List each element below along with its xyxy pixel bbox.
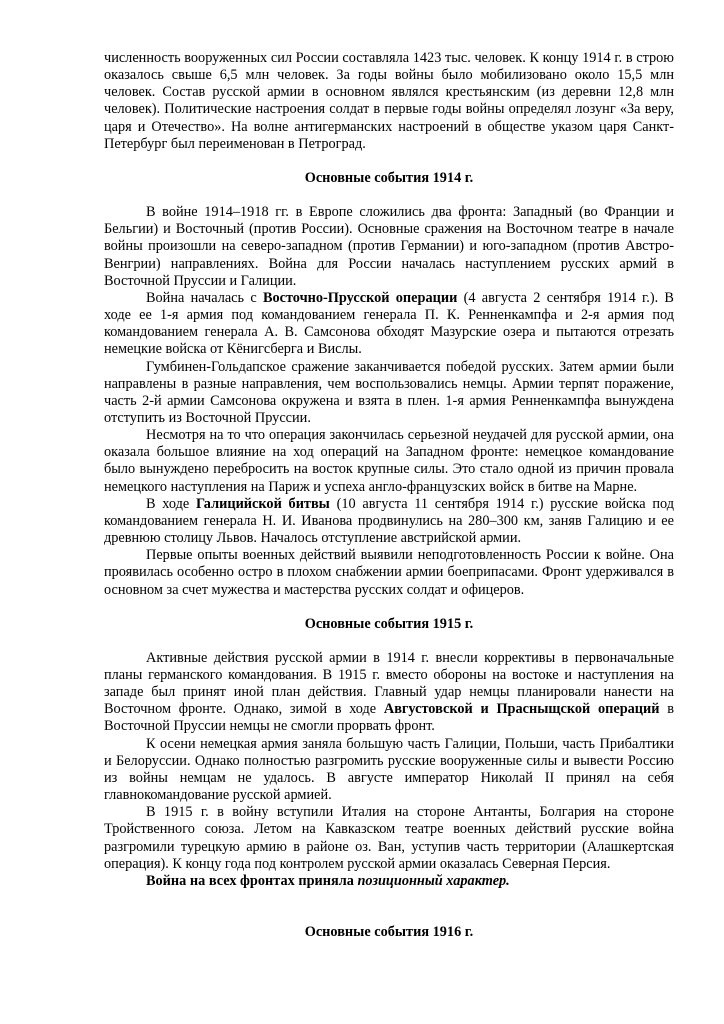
text-span: (4 августа 2 сентября 1914 г.). В ходе ее 1-я армия под командованием генерала П. К. Ренненкампфа и 2-я армия под командованием генерала А. В. Самсонова обходят Мазурские озера и пытаются отрезать немецкие войска от Кёнигсберга и Вислы. (104, 289, 674, 358)
intro-paragraph: численность вооруженных сил России составляла 1423 тыс. человек. К концу 1914 г. в строю оказалось свыше 6,5 млн человек. За годы войны было мобилизовано около 15,5 млн человек. Состав русской армии в основном являлся крестьянским (из деревни 12,8 млн человек). Политические настроения солдат в первые годы войны определял лозунг «За веру, царя и Отечество». На волне антигерманских настроений в обществе указом царя Санкт-Петербург был переименован в Петроград. (104, 50, 674, 152)
paragraph-1914-gumbinnen: Гумбинен-Гольдапское сражение заканчивается победой русских. Затем армии были направлены в разные направления, чем воспользовались немцы. Армии терпят поражение, часть 2-й армии Самсонова окружена и взята в плен. 1-я армия Ренненкампфа вынуждена отступить из Восточной Пруссии. (104, 358, 674, 426)
term-positional-character: позиционный характер. (357, 872, 510, 889)
heading-1914: Основные события 1914 г. (304, 169, 474, 186)
term-east-prussian-operation: Восточно-Прусской операции (262, 289, 458, 306)
positional-war-statement: Война на всех фронтах приняла (146, 872, 358, 889)
text-span: в Восточной Пруссии немцы не смогли прорвать фронт. (104, 701, 674, 735)
text-span: Война началась с (146, 289, 263, 306)
term-augustow-operations: Августовской и Прасныщской операций (383, 701, 660, 718)
paragraph-1915-allies: В 1915 г. в войну вступили Италия на стороне Антанты, Болгария на стороне Тройственного союза. Летом на Кавказском театре военных действий русские война разгромили турецкую армию в районе оз. Ван, уступив часть территории (Алашкертская операция). К концу года под контролем русской армии оказалась Северная Персия. (104, 804, 674, 872)
paragraph-1914-fronts: В войне 1914–1918 гг. в Европе сложились два фронта: Западный (во Франции и Бельгии) и Восточный (против России). Основные сражения на Восточном театре в начале войны произошли на северо-западном (против Германии) и юго-западном (против Австро-Венгрии) направлениях. Война для России началась наступлением русских армий в Восточной Пруссии и Галиции. (104, 204, 674, 289)
paragraph-1915-retreat: К осени немецкая армия заняла большую часть Галиции, Польши, часть Прибалтики и Белоруссии. Однако полностью разгромить русские вооруженные силы и вывести Россию из войны немцам не удалось. В августе император Николай II принял на себя главнокомандование русской армией. (104, 735, 674, 804)
paragraph-1914-unpreparedness: Первые опыты военных действий выявили неподготовленность России к войне. Она проявилась особенно остро в плохом снабжении армии боеприпасами. Фронт удерживался в основном за счет мужества и мастерства русских солдат и офицеров. (104, 547, 674, 598)
text-span: Активные действия русской армии в 1914 г. внесли коррективы в первоначальные планы германского командования. В 1915 г. вместо обороны на востоке и наступления на западе был принят иной план действия. Главный удар немцы планировали нанести на Восточном фронте. Однако, зимой в ходе (104, 649, 674, 718)
paragraph-1914-marne: Несмотря на то что операция закончилась серьезной неудачей для русской армии, она оказала большое влияние на ход операций на Западном фронте: немецкое командование было вынуждено перебросить на восток крупные силы. Это стало одной из причин провала немецкого наступления на Париж и успеха англо-французских войск в битве на Марне. (104, 427, 674, 495)
text-span: (10 августа 11 сентября 1914 г.) русские войска под командованием генерала Н. И. Иванова продвинулись на 280–300 км, заняв Галицию и ее древнюю столицу Львов. Началось отступление австрийской армии. (104, 495, 675, 547)
paragraph-1914-galicia (104, 496, 674, 547)
paragraph-1914-east-prussian (104, 290, 674, 359)
document-page (104, 50, 674, 941)
heading-1916: Основные события 1916 г. (304, 924, 474, 941)
paragraph-1915-positional (104, 873, 674, 890)
text-span: В ходе (146, 495, 196, 512)
heading-1915: Основные события 1915 г. (304, 615, 474, 632)
term-galician-battle: Галицийской битвы (195, 495, 330, 512)
paragraph-1915-plans (104, 650, 674, 736)
